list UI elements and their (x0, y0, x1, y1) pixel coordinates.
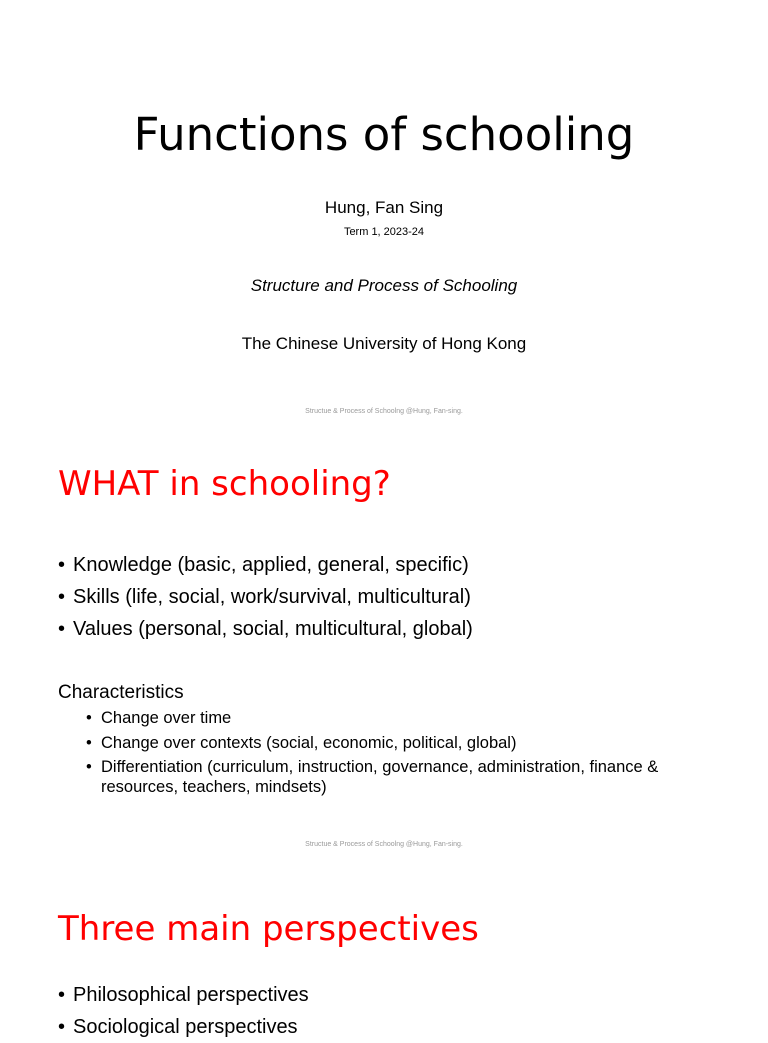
characteristics-heading: Characteristics (58, 682, 184, 703)
course-name: Structure and Process of Schooling (250, 276, 518, 295)
sub-bullet-item-time: • Change over time (86, 708, 726, 728)
bullet-item-skills: • Skills (life, social, work/survival, multicultural) (58, 581, 473, 613)
characteristics-list (86, 708, 726, 802)
bullet-item-sociological: • Sociological perspectives (58, 1011, 309, 1043)
bullet-list (58, 549, 473, 645)
slide-title-heading: Functions of schooling (133, 108, 635, 161)
slide-perspectives (0, 864, 768, 1038)
university-name: The Chinese University of Hong Kong (241, 334, 527, 353)
bullet-item-philosophical: • Philosophical perspectives (58, 979, 309, 1011)
sub-bullet-item-differentiation: • Differentiation (curriculum, instruction, governance, administration, finance & resources, teachers, mindsets) (86, 757, 726, 797)
term-label: Term 1, 2023-24 (343, 226, 425, 238)
sub-bullet-item-contexts: • Change over contexts (social, economic, political, global) (86, 733, 726, 753)
slide-footer: Structue & Process of Schoolng @Hung, Fan-sing. (305, 841, 463, 848)
bullet-item-knowledge: • Knowledge (basic, applied, general, specific) (58, 549, 473, 581)
bullet-list (58, 979, 309, 1043)
slide-what-in-schooling (0, 432, 768, 864)
slide-title (0, 0, 768, 432)
author-name: Hung, Fan Sing (324, 198, 444, 217)
bullet-item-values: • Values (personal, social, multicultural, global) (58, 613, 473, 645)
slide-heading: Three main perspectives (58, 909, 479, 949)
slide-footer: Structue & Process of Schoolng @Hung, Fan-sing. (305, 408, 463, 415)
slide-heading: WHAT in schooling? (58, 464, 391, 504)
